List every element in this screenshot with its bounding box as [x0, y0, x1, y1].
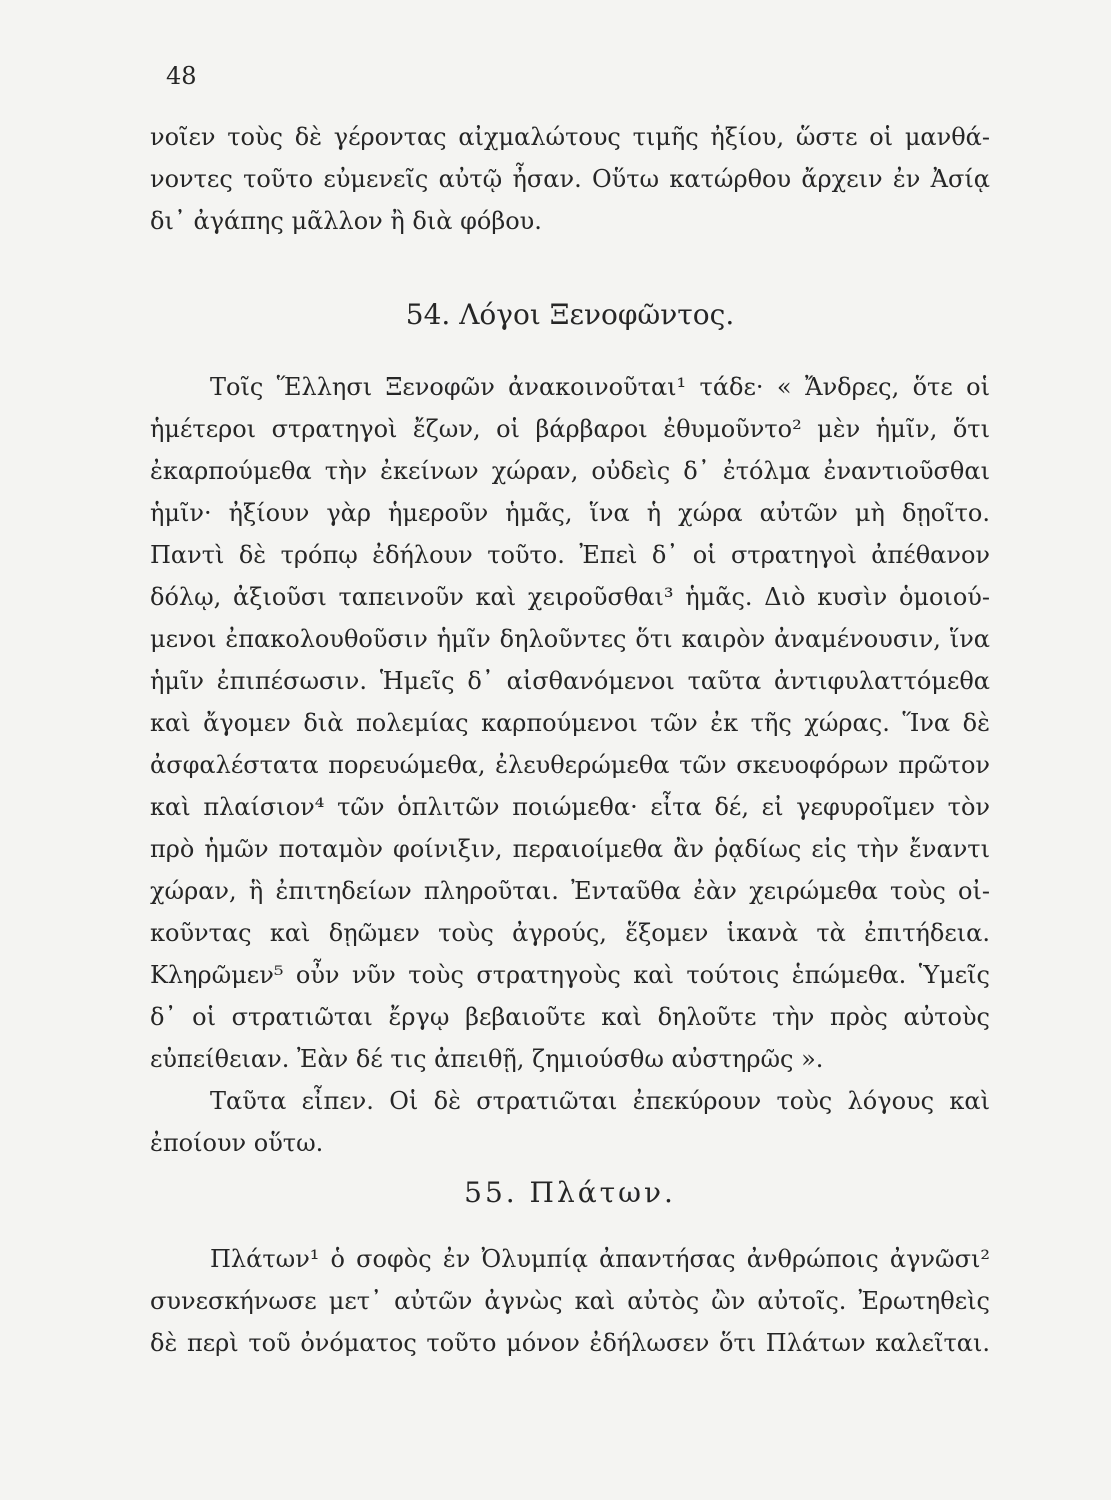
text-line: συνεσκήνωσε μετ᾽ αὐτῶν ἀγνὼς καὶ αὐτὸς ὢν αὐτοῖς. Ἐρωτηθεὶς — [150, 1287, 990, 1315]
text-line: ἡμέτεροι στρατηγοὶ ἔζων, οἱ βάρβαροι ἐθυμοῦντο² μὲν ἡμῖν, ὅτι — [150, 415, 990, 443]
section-54-closing-paragraph — [150, 1080, 990, 1164]
text-line: νοντες τοῦτο εὐμενεῖς αὐτῷ ἦσαν. Οὕτω κατώρθου ἄρχειν ἐν Ἀσίᾳ — [150, 165, 990, 193]
text-line: ἐποίουν οὕτω. — [150, 1129, 324, 1157]
text-line: δόλῳ, ἀξιοῦσι ταπεινοῦν καὶ χειροῦσθαι³ ἡμᾶς. Διὸ κυσὶν ὁμοιού- — [150, 583, 990, 611]
text-line: Κληρῶμεν⁵ οὖν νῦν τοὺς στρατηγοὺς καὶ τούτοις ἑπώμεθα. Ὑμεῖς — [150, 961, 990, 989]
text-line: δ᾽ οἱ στρατιῶται ἔργῳ βεβαιοῦτε καὶ δηλοῦτε τὴν πρὸς αὐτοὺς — [150, 1003, 990, 1031]
text-line: Τοῖς Ἕλλησι Ξενοφῶν ἀνακοινοῦται¹ τάδε· « Ἄνδρες, ὅτε οἱ — [210, 373, 990, 401]
text-line: ἡμῖν· ἠξίουν γὰρ ἡμεροῦν ἡμᾶς, ἵνα ἡ χώρα αὐτῶν μὴ δῃοῖτο. — [150, 499, 990, 527]
text-line: δι᾽ ἀγάπης μᾶλλον ἢ διὰ φόβου. — [150, 207, 542, 235]
text-line: καὶ πλαίσιον⁴ τῶν ὁπλιτῶν ποιώμεθα· εἶτα δέ, εἰ γεφυροῖμεν τὸν — [150, 793, 990, 821]
text-line: Ταῦτα εἶπεν. Οἱ δὲ στρατιῶται ἐπεκύρουν τοὺς λόγους καὶ — [210, 1087, 990, 1115]
text-line: κοῦντας καὶ δῃῶμεν τοὺς ἀγρούς, ἕξομεν ἱκανὰ τὰ ἐπιτήδεια. — [150, 919, 990, 947]
text-line: καὶ ἄγομεν διὰ πολεμίας καρπούμενοι τῶν ἐκ τῆς χώρας. Ἵνα δὲ — [150, 709, 990, 737]
page-number: 48 — [166, 62, 197, 90]
text-line: ἡμῖν ἐπιπέσωσιν. Ἡμεῖς δ᾽ αἰσθανόμενοι ταῦτα ἀντιφυλαττόμεθα — [150, 667, 990, 695]
section-heading-54: 54. Λόγοι Ξενοφῶντος. — [405, 298, 735, 331]
text-line: μενοι ἐπακολουθοῦσιν ἡμῖν δηλοῦντες ὅτι καιρὸν ἀναμένουσιν, ἵνα — [150, 625, 990, 653]
text-line: εὐπείθειαν. Ἐὰν δέ τις ἀπειθῇ, ζημιούσθω αὐστηρῶς ». — [150, 1045, 824, 1073]
text-line: Πλάτων¹ ὁ σοφὸς ἐν Ὀλυμπίᾳ ἀπαντήσας ἀνθρώποις ἀγνῶσι² — [210, 1245, 990, 1273]
text-line: νοῖεν τοὺς δὲ γέροντας αἰχμαλώτους τιμῆς ἠξίου, ὥστε οἱ μανθά- — [150, 123, 990, 151]
intro-paragraph — [150, 116, 990, 242]
section-heading-55: 55. Πλάτων. — [464, 1176, 676, 1209]
text-line: Παντὶ δὲ τρόπῳ ἐδήλουν τοῦτο. Ἐπεὶ δ᾽ οἱ στρατηγοὶ ἀπέθανον — [150, 541, 990, 569]
text-line: ἐκαρπούμεθα τὴν ἐκείνων χώραν, οὐδεὶς δ᾽ ἐτόλμα ἐναντιοῦσθαι — [150, 457, 990, 485]
section-55-paragraph — [150, 1238, 990, 1364]
section-54-paragraph — [150, 366, 990, 1080]
text-line: χώραν, ἣ ἐπιτηδείων πληροῦται. Ἐνταῦθα ἐὰν χειρώμεθα τοὺς οἰ- — [150, 877, 990, 905]
text-line: πρὸ ἡμῶν ποταμὸν φοίνιξιν, περαιοίμεθα ἂν ῥᾳδίως εἰς τὴν ἔναντι — [150, 835, 990, 863]
text-line: δὲ περὶ τοῦ ὀνόματος τοῦτο μόνον ἐδήλωσεν ὅτι Πλάτων καλεῖται. — [150, 1329, 990, 1357]
text-line: ἀσφαλέστατα πορευώμεθα, ἐλευθερώμεθα τῶν σκευοφόρων πρῶτον — [150, 751, 990, 779]
